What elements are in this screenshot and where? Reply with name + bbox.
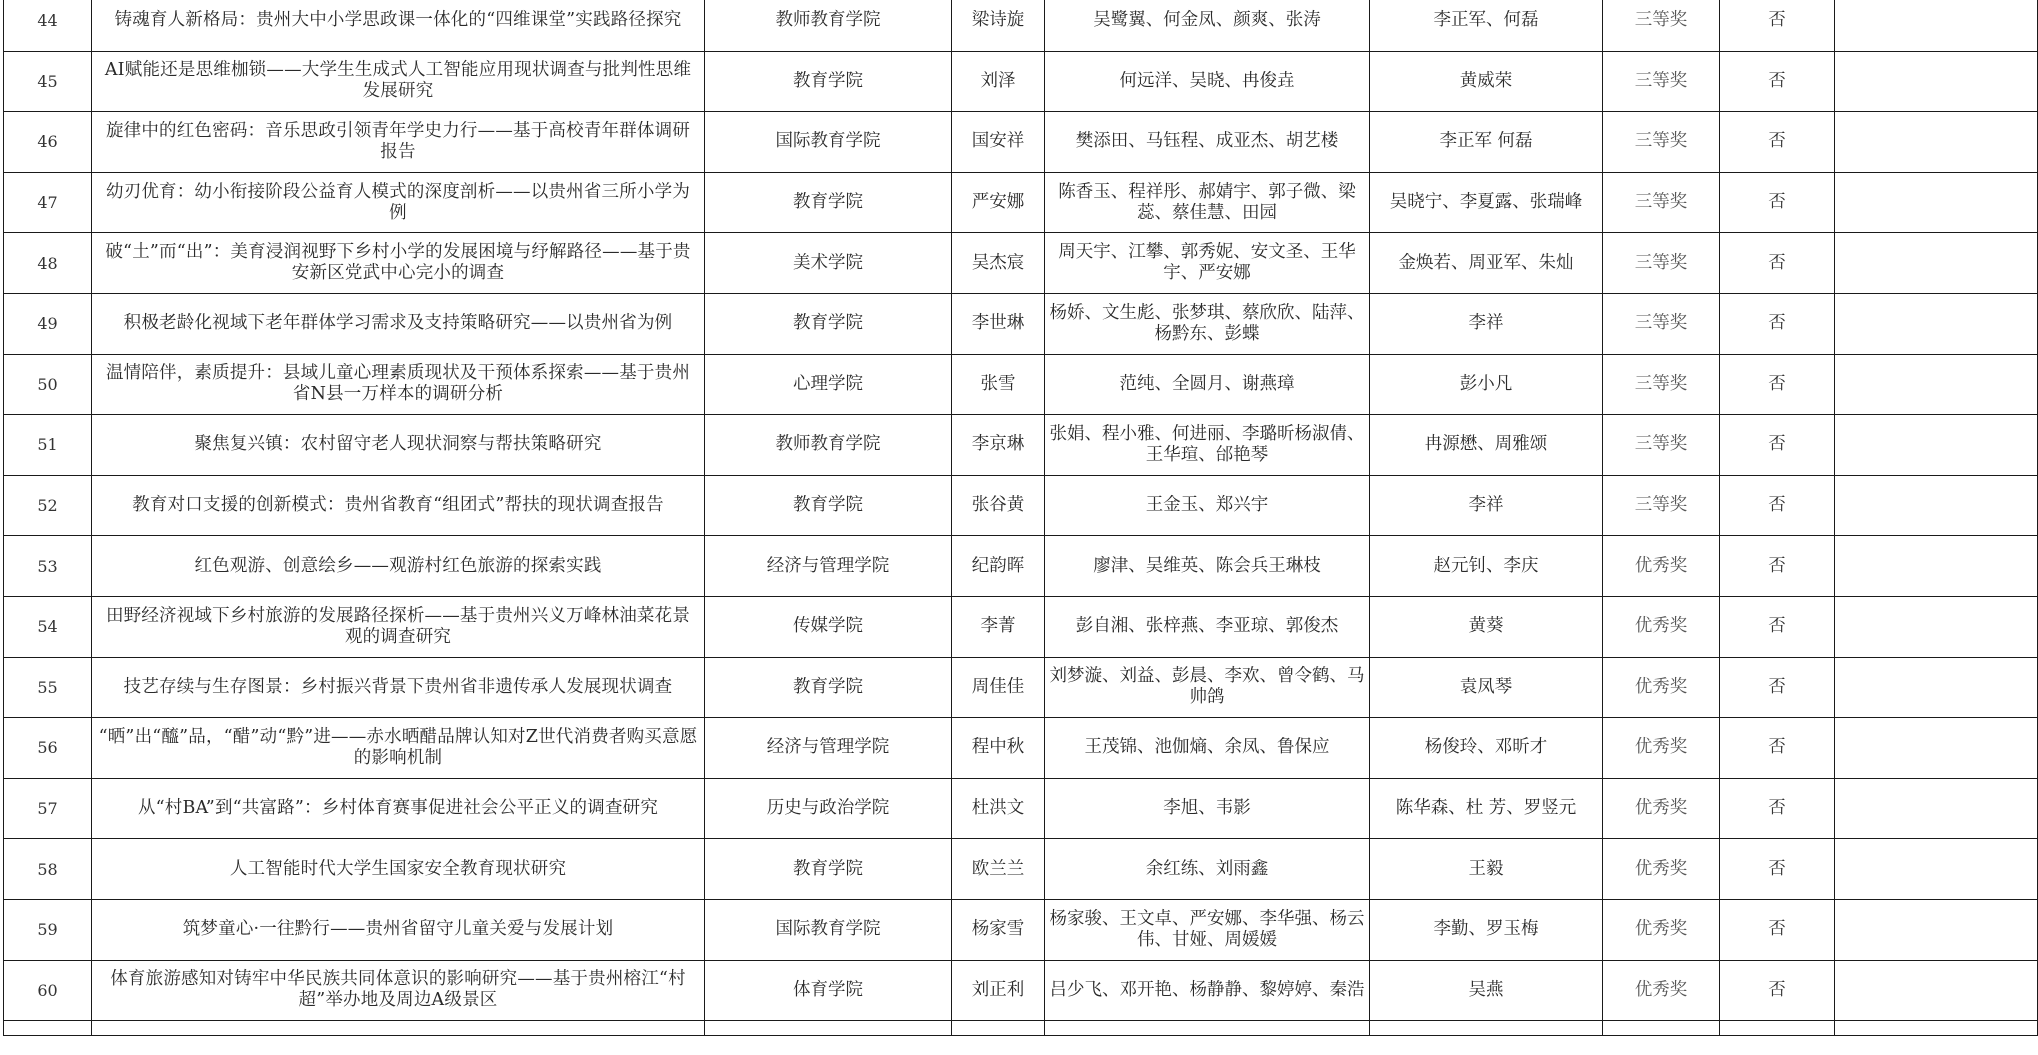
college-cell: 教育学院 bbox=[705, 839, 952, 900]
project-title-cell: 田野经济视域下乡村旅游的发展路径探析——基于贵州兴义万峰林油菜花景观的调查研究 bbox=[92, 596, 705, 657]
college-cell: 国际教育学院 bbox=[705, 112, 952, 173]
row-number-cell: 51 bbox=[4, 415, 92, 476]
row-number-cell: 47 bbox=[4, 172, 92, 233]
advisors-cell: 李正军、何磊 bbox=[1370, 0, 1603, 51]
blank-cell bbox=[1835, 172, 2038, 233]
flag-cell: 否 bbox=[1720, 0, 1835, 51]
team-members-cell: 杨娇、文生彪、张梦琪、蔡欣欣、陆萍、杨黔东、彭蝶 bbox=[1045, 293, 1370, 354]
college-cell: 教育学院 bbox=[705, 657, 952, 718]
table-row bbox=[4, 51, 2038, 112]
blank-cell bbox=[1720, 1021, 1835, 1036]
table-body bbox=[4, 0, 2038, 1036]
college-cell: 传媒学院 bbox=[705, 596, 952, 657]
advisors-cell: 袁凤琴 bbox=[1370, 657, 1603, 718]
blank-cell bbox=[1835, 354, 2038, 415]
team-members-cell: 范纯、全圆月、谢燕璋 bbox=[1045, 354, 1370, 415]
row-number-cell: 60 bbox=[4, 960, 92, 1021]
team-leader-cell: 程中秋 bbox=[952, 718, 1045, 779]
team-leader-cell: 杨家雪 bbox=[952, 899, 1045, 960]
flag-cell: 否 bbox=[1720, 475, 1835, 536]
award-level-cell: 优秀奖 bbox=[1603, 718, 1720, 779]
project-title-cell: 人工智能时代大学生国家安全教育现状研究 bbox=[92, 839, 705, 900]
table-row bbox=[4, 718, 2038, 779]
flag-cell: 否 bbox=[1720, 415, 1835, 476]
award-level-cell: 三等奖 bbox=[1603, 415, 1720, 476]
award-level-cell: 三等奖 bbox=[1603, 293, 1720, 354]
blank-cell bbox=[1835, 0, 2038, 51]
project-title-cell: 温情陪伴，素质提升：县域儿童心理素质现状及干预体系探索——基于贵州省N县一万样本的调研分析 bbox=[92, 354, 705, 415]
team-members-cell: 李旭、韦影 bbox=[1045, 778, 1370, 839]
project-title-cell: 体育旅游感知对铸牢中华民族共同体意识的影响研究——基于贵州榕江“村超”举办地及周边A级景区 bbox=[92, 960, 705, 1021]
team-leader-cell: 严安娜 bbox=[952, 172, 1045, 233]
flag-cell: 否 bbox=[1720, 51, 1835, 112]
team-leader-cell: 杜洪文 bbox=[952, 778, 1045, 839]
partial-row bbox=[4, 1021, 2038, 1036]
blank-cell bbox=[1835, 112, 2038, 173]
college-cell: 历史与政治学院 bbox=[705, 778, 952, 839]
advisors-cell: 彭小凡 bbox=[1370, 354, 1603, 415]
blank-cell bbox=[1835, 293, 2038, 354]
table-row bbox=[4, 657, 2038, 718]
advisors-cell: 黄威荣 bbox=[1370, 51, 1603, 112]
blank-cell bbox=[1835, 657, 2038, 718]
team-leader-cell: 张雪 bbox=[952, 354, 1045, 415]
advisors-cell: 李正军 何磊 bbox=[1370, 112, 1603, 173]
advisors-cell: 金焕若、周亚军、朱灿 bbox=[1370, 233, 1603, 294]
college-cell: 教师教育学院 bbox=[705, 415, 952, 476]
advisors-cell: 冉源懋、周雅颂 bbox=[1370, 415, 1603, 476]
team-members-cell: 刘梦漩、刘益、彭晨、李欢、曾令鹤、马帅鸽 bbox=[1045, 657, 1370, 718]
row-number-cell: 53 bbox=[4, 536, 92, 597]
flag-cell: 否 bbox=[1720, 960, 1835, 1021]
row-number-cell: 44 bbox=[4, 0, 92, 51]
project-title-cell: 红色观游、创意绘乡——观游村红色旅游的探索实践 bbox=[92, 536, 705, 597]
blank-cell bbox=[952, 1021, 1045, 1036]
team-leader-cell: 李世琳 bbox=[952, 293, 1045, 354]
award-level-cell: 三等奖 bbox=[1603, 354, 1720, 415]
project-title-cell: 破“土”而“出”：美育浸润视野下乡村小学的发展困境与纾解路径——基于贵安新区党武中心完小的调查 bbox=[92, 233, 705, 294]
project-title-cell: “晒”出“醯”品，“醋”动“黔”进——赤水晒醋品牌认知对Z世代消费者购买意愿的影响机制 bbox=[92, 718, 705, 779]
award-list-table bbox=[3, 0, 2038, 1036]
flag-cell: 否 bbox=[1720, 657, 1835, 718]
award-level-cell: 三等奖 bbox=[1603, 475, 1720, 536]
row-number-cell: 55 bbox=[4, 657, 92, 718]
award-level-cell: 优秀奖 bbox=[1603, 839, 1720, 900]
advisors-cell: 陈华森、杜 芳、罗竖元 bbox=[1370, 778, 1603, 839]
row-number-cell: 54 bbox=[4, 596, 92, 657]
table-row bbox=[4, 0, 2038, 51]
team-members-cell: 杨家骏、王文卓、严安娜、李华强、杨云伟、甘娅、周媛媛 bbox=[1045, 899, 1370, 960]
college-cell: 教育学院 bbox=[705, 172, 952, 233]
blank-cell bbox=[1835, 233, 2038, 294]
award-level-cell: 优秀奖 bbox=[1603, 899, 1720, 960]
advisors-cell: 杨俊玲、邓昕才 bbox=[1370, 718, 1603, 779]
row-number-cell: 49 bbox=[4, 293, 92, 354]
advisors-cell: 李祥 bbox=[1370, 293, 1603, 354]
project-title-cell: 积极老龄化视域下老年群体学习需求及支持策略研究——以贵州省为例 bbox=[92, 293, 705, 354]
advisors-cell: 李祥 bbox=[1370, 475, 1603, 536]
table-row bbox=[4, 596, 2038, 657]
team-leader-cell: 梁诗旋 bbox=[952, 0, 1045, 51]
blank-cell bbox=[1835, 718, 2038, 779]
team-leader-cell: 刘泽 bbox=[952, 51, 1045, 112]
flag-cell: 否 bbox=[1720, 354, 1835, 415]
blank-cell bbox=[1835, 475, 2038, 536]
college-cell: 国际教育学院 bbox=[705, 899, 952, 960]
award-level-cell: 优秀奖 bbox=[1603, 778, 1720, 839]
blank-cell bbox=[1603, 1021, 1720, 1036]
table-row bbox=[4, 415, 2038, 476]
college-cell: 教育学院 bbox=[705, 475, 952, 536]
team-leader-cell: 李京琳 bbox=[952, 415, 1045, 476]
table-row bbox=[4, 293, 2038, 354]
advisors-cell: 王毅 bbox=[1370, 839, 1603, 900]
table-row bbox=[4, 960, 2038, 1021]
row-number-cell: 45 bbox=[4, 51, 92, 112]
blank-cell bbox=[1045, 1021, 1370, 1036]
team-members-cell: 廖津、吴维英、陈会兵王琳枝 bbox=[1045, 536, 1370, 597]
team-leader-cell: 李菁 bbox=[952, 596, 1045, 657]
team-members-cell: 何远洋、吴晓、冉俊垚 bbox=[1045, 51, 1370, 112]
award-level-cell: 优秀奖 bbox=[1603, 960, 1720, 1021]
row-number-cell: 52 bbox=[4, 475, 92, 536]
flag-cell: 否 bbox=[1720, 293, 1835, 354]
project-title-cell: 筑梦童心·一往黔行——贵州省留守儿童关爱与发展计划 bbox=[92, 899, 705, 960]
blank-cell bbox=[1370, 1021, 1603, 1036]
advisors-cell: 黄葵 bbox=[1370, 596, 1603, 657]
award-level-cell: 三等奖 bbox=[1603, 0, 1720, 51]
flag-cell: 否 bbox=[1720, 233, 1835, 294]
team-leader-cell: 刘正利 bbox=[952, 960, 1045, 1021]
blank-cell bbox=[1835, 51, 2038, 112]
flag-cell: 否 bbox=[1720, 112, 1835, 173]
advisors-cell: 李勤、罗玉梅 bbox=[1370, 899, 1603, 960]
project-title-cell: 教育对口支援的创新模式：贵州省教育“组团式”帮扶的现状调查报告 bbox=[92, 475, 705, 536]
award-level-cell: 三等奖 bbox=[1603, 233, 1720, 294]
award-level-cell: 优秀奖 bbox=[1603, 536, 1720, 597]
team-members-cell: 吴鹭翼、何金凤、颜爽、张涛 bbox=[1045, 0, 1370, 51]
row-number-cell: 57 bbox=[4, 778, 92, 839]
team-members-cell: 吕少飞、邓开艳、杨静静、黎婷婷、秦浩 bbox=[1045, 960, 1370, 1021]
team-leader-cell: 周佳佳 bbox=[952, 657, 1045, 718]
row-number-cell: 58 bbox=[4, 839, 92, 900]
project-title-cell: 旋律中的红色密码：音乐思政引领青年学史力行——基于高校青年群体调研报告 bbox=[92, 112, 705, 173]
college-cell: 体育学院 bbox=[705, 960, 952, 1021]
blank-cell bbox=[1835, 778, 2038, 839]
flag-cell: 否 bbox=[1720, 839, 1835, 900]
advisors-cell: 赵元钊、李庆 bbox=[1370, 536, 1603, 597]
flag-cell: 否 bbox=[1720, 172, 1835, 233]
project-title-cell: 聚焦复兴镇：农村留守老人现状洞察与帮扶策略研究 bbox=[92, 415, 705, 476]
project-title-cell: AI赋能还是思维枷锁——大学生生成式人工智能应用现状调查与批判性思维发展研究 bbox=[92, 51, 705, 112]
row-number-cell: 56 bbox=[4, 718, 92, 779]
row-number-cell: 46 bbox=[4, 112, 92, 173]
blank-cell bbox=[4, 1021, 92, 1036]
team-members-cell: 张娟、程小雅、何进丽、李璐昕杨淑倩、王华瑄、邰艳琴 bbox=[1045, 415, 1370, 476]
table-row bbox=[4, 839, 2038, 900]
blank-cell bbox=[1835, 536, 2038, 597]
blank-cell bbox=[1835, 899, 2038, 960]
flag-cell: 否 bbox=[1720, 596, 1835, 657]
team-members-cell: 余红练、刘雨鑫 bbox=[1045, 839, 1370, 900]
row-number-cell: 50 bbox=[4, 354, 92, 415]
college-cell: 教育学院 bbox=[705, 293, 952, 354]
college-cell: 美术学院 bbox=[705, 233, 952, 294]
advisors-cell: 吴晓宁、李夏露、张瑞峰 bbox=[1370, 172, 1603, 233]
college-cell: 教育学院 bbox=[705, 51, 952, 112]
team-leader-cell: 欧兰兰 bbox=[952, 839, 1045, 900]
table-row bbox=[4, 778, 2038, 839]
table-row bbox=[4, 172, 2038, 233]
table-row bbox=[4, 899, 2038, 960]
team-members-cell: 陈香玉、程祥彤、郝婧宇、郭子微、梁蕊、蔡佳慧、田园 bbox=[1045, 172, 1370, 233]
blank-cell bbox=[1835, 960, 2038, 1021]
award-level-cell: 三等奖 bbox=[1603, 112, 1720, 173]
award-level-cell: 优秀奖 bbox=[1603, 596, 1720, 657]
table-row bbox=[4, 233, 2038, 294]
blank-cell bbox=[1835, 839, 2038, 900]
team-members-cell: 樊添田、马钰程、成亚杰、胡艺楼 bbox=[1045, 112, 1370, 173]
blank-cell bbox=[705, 1021, 952, 1036]
project-title-cell: 从“村BA”到“共富路”：乡村体育赛事促进社会公平正义的调查研究 bbox=[92, 778, 705, 839]
team-members-cell: 王茂锦、池伽熵、余凤、鲁保应 bbox=[1045, 718, 1370, 779]
team-leader-cell: 吴杰宸 bbox=[952, 233, 1045, 294]
blank-cell bbox=[1835, 1021, 2038, 1036]
table-row bbox=[4, 536, 2038, 597]
blank-cell bbox=[1835, 596, 2038, 657]
project-title-cell: 技艺存续与生存图景：乡村振兴背景下贵州省非遗传承人发展现状调查 bbox=[92, 657, 705, 718]
team-leader-cell: 张谷黄 bbox=[952, 475, 1045, 536]
college-cell: 教师教育学院 bbox=[705, 0, 952, 51]
blank-cell bbox=[1835, 415, 2038, 476]
college-cell: 经济与管理学院 bbox=[705, 718, 952, 779]
award-level-cell: 优秀奖 bbox=[1603, 657, 1720, 718]
table-row bbox=[4, 112, 2038, 173]
team-leader-cell: 国安祥 bbox=[952, 112, 1045, 173]
table-row bbox=[4, 475, 2038, 536]
flag-cell: 否 bbox=[1720, 718, 1835, 779]
team-members-cell: 王金玉、郑兴宇 bbox=[1045, 475, 1370, 536]
award-level-cell: 三等奖 bbox=[1603, 51, 1720, 112]
row-number-cell: 48 bbox=[4, 233, 92, 294]
college-cell: 心理学院 bbox=[705, 354, 952, 415]
team-members-cell: 周天宇、江攀、郭秀妮、安文圣、王华宇、严安娜 bbox=[1045, 233, 1370, 294]
team-members-cell: 彭自湘、张梓燕、李亚琼、郭俊杰 bbox=[1045, 596, 1370, 657]
row-number-cell: 59 bbox=[4, 899, 92, 960]
team-leader-cell: 纪韵晖 bbox=[952, 536, 1045, 597]
flag-cell: 否 bbox=[1720, 536, 1835, 597]
project-title-cell: 幼刃优育：幼小衔接阶段公益育人模式的深度剖析——以贵州省三所小学为例 bbox=[92, 172, 705, 233]
college-cell: 经济与管理学院 bbox=[705, 536, 952, 597]
award-level-cell: 三等奖 bbox=[1603, 172, 1720, 233]
flag-cell: 否 bbox=[1720, 778, 1835, 839]
table-row bbox=[4, 354, 2038, 415]
project-title-cell: 铸魂育人新格局：贵州大中小学思政课一体化的“四维课堂”实践路径探究 bbox=[92, 0, 705, 51]
blank-cell bbox=[92, 1021, 705, 1036]
advisors-cell: 吴燕 bbox=[1370, 960, 1603, 1021]
flag-cell: 否 bbox=[1720, 899, 1835, 960]
